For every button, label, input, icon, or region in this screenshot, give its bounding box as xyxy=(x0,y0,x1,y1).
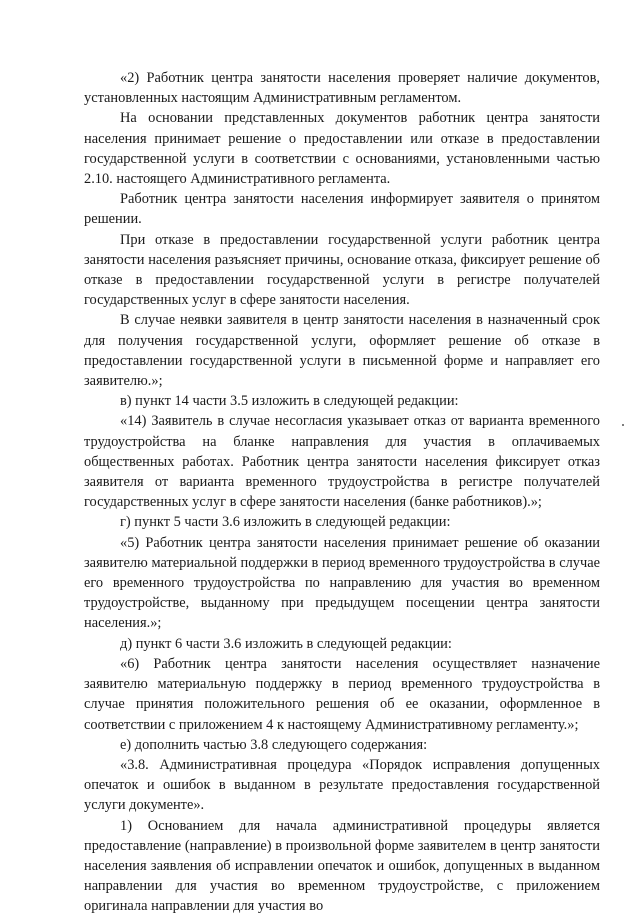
paragraph-7: «14) Заявитель в случае несогласия указывает отказ от варианта временного трудоустройства на бланке направления для участия в оплачиваемых общественных работах. Работник центра занятости населения фиксирует отказ заявителя от варианта временного трудоустройства в регистре получателей государственных услуг в сфере занятости населения (банке работников).»; xyxy=(84,413,600,511)
paragraph-5: В случае неявки заявителя в центр занятости населения в назначенный срок для получения государственной услуги, оформляет решение об отказе в предоставлении государственной услуги в письменной форме и направляет его заявителю.»; xyxy=(84,312,600,390)
document-page xyxy=(84,68,600,917)
paragraph-3: Работник центра занятости населения информирует заявителя о принятом решении. xyxy=(84,191,600,228)
paragraph-13: «3.8. Административная процедура «Порядок исправления допущенных опечаток и ошибок в выданном в результате предоставления государственной услуги документе». xyxy=(84,756,600,814)
margin-speck xyxy=(622,424,624,426)
paragraph-6: в) пункт 14 части 3.5 изложить в следующей редакции: xyxy=(120,393,459,410)
paragraph-2: На основании представленных документов работник центра занятости населения принимает решение о предоставлении или отказе в предоставлении государственной услуги в соответствии с основаниями, установленными частью 2.10. настоящего Административного регламента. xyxy=(84,110,600,188)
paragraph-12: е) дополнить частью 3.8 следующего содержания: xyxy=(120,736,428,753)
paragraph-8: г) пункт 5 части 3.6 изложить в следующей редакции: xyxy=(120,514,451,531)
paragraph-10: д) пункт 6 части 3.6 изложить в следующей редакции: xyxy=(120,635,452,652)
paragraph-1: «2) Работник центра занятости населения проверяет наличие документов, установленных настоящим Административным регламентом. xyxy=(84,70,600,107)
paragraph-4: При отказе в предоставлении государственной услуги работник центра занятости населения разъясняет причины, основание отказа, фиксирует решение об отказе в предоставлении государственной услуги в регистре получателей государственных услуг в сфере занятости населения. xyxy=(84,231,600,309)
paragraph-9: «5) Работник центра занятости населения принимает решение об оказании заявителю материальной поддержки в период временного трудоустройства в случае его временного трудоустройства по направлению для участия во временном трудоустройстве, выданному при предыдущем посещении центра занятости населения.»; xyxy=(84,534,600,632)
paragraph-11: «6) Работник центра занятости населения осуществляет назначение заявителю материальную поддержку в период временного трудоустройства в случае принятия положительного решения об ее оказании, оформленное в соответствии с приложением 4 к настоящему Административному регламенту.»; xyxy=(84,655,600,733)
paragraph-14: 1) Основанием для начала административной процедуры является предоставление (направление) в произвольной форме заявителем в центр занятости населения заявления об исправлении опечаток и ошибок, допущенных в выданном направлении для участия во временном трудоустройстве, с приложением оригинала направлении для участия во xyxy=(84,817,600,915)
